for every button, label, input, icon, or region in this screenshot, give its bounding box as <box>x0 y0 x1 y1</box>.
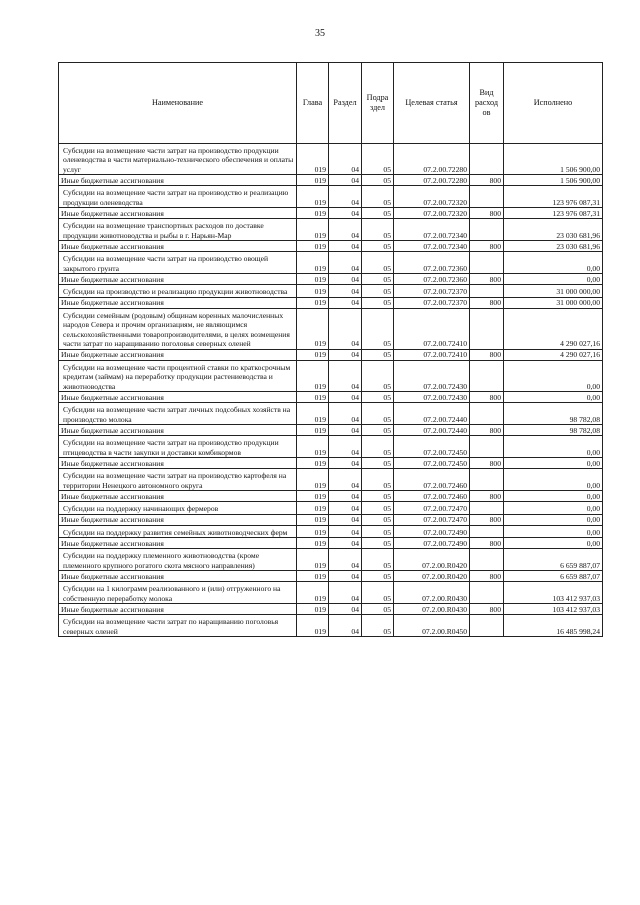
cell-razdel: 04 <box>329 208 362 219</box>
cell-celevaya-statya: 07.2.00.72430 <box>394 360 470 391</box>
cell-vid-rashodov: 800 <box>470 458 504 469</box>
cell-podrazdel: 05 <box>362 175 394 186</box>
cell-celevaya-statya: 07.2.00.72460 <box>394 469 470 491</box>
cell-celevaya-statya: 07.2.00.72320 <box>394 186 470 208</box>
table-row <box>59 285 603 297</box>
table-row <box>59 208 603 219</box>
cell-razdel: 04 <box>329 525 362 537</box>
cell-glava: 019 <box>297 241 329 252</box>
cell-name: Иные бюджетные ассигнования <box>59 514 297 525</box>
cell-vid-rashodov: 800 <box>470 491 504 502</box>
cell-ispolneno: 1 506 900,00 <box>504 144 603 175</box>
cell-ispolneno: 123 976 087,31 <box>504 208 603 219</box>
cell-ispolneno: 31 000 000,00 <box>504 297 603 308</box>
cell-name: Субсидии на возмещение части затрат личных подсобных хозяйств на производство молока <box>59 403 297 425</box>
cell-name: Иные бюджетные ассигнования <box>59 392 297 403</box>
cell-podrazdel: 05 <box>362 514 394 525</box>
cell-razdel: 04 <box>329 514 362 525</box>
cell-glava: 019 <box>297 144 329 175</box>
cell-razdel: 04 <box>329 175 362 186</box>
cell-celevaya-statya: 07.2.00.R0430 <box>394 582 470 604</box>
cell-ispolneno: 103 412 937,03 <box>504 582 603 604</box>
cell-ispolneno: 0,00 <box>504 252 603 274</box>
cell-ispolneno: 16 485 998,24 <box>504 615 603 637</box>
cell-name: Иные бюджетные ассигнования <box>59 458 297 469</box>
cell-celevaya-statya: 07.2.00.R0420 <box>394 549 470 571</box>
cell-vid-rashodov: 800 <box>470 425 504 436</box>
cell-glava: 019 <box>297 252 329 274</box>
cell-ispolneno: 23 030 681,96 <box>504 219 603 241</box>
cell-celevaya-statya: 07.2.00.R0450 <box>394 615 470 637</box>
cell-razdel: 04 <box>329 349 362 360</box>
cell-podrazdel: 05 <box>362 582 394 604</box>
cell-razdel: 04 <box>329 360 362 391</box>
cell-podrazdel: 05 <box>362 274 394 285</box>
cell-ispolneno: 98 782,08 <box>504 425 603 436</box>
cell-name: Иные бюджетные ассигнования <box>59 425 297 436</box>
table-row <box>59 469 603 491</box>
cell-vid-rashodov <box>470 582 504 604</box>
cell-ispolneno: 1 506 900,00 <box>504 175 603 186</box>
cell-glava: 019 <box>297 525 329 537</box>
cell-podrazdel: 05 <box>362 549 394 571</box>
cell-ispolneno: 0,00 <box>504 538 603 549</box>
cell-name: Субсидии на возмещение части затрат на производство продукции птицеводства в части закупки и доставки комбикормов <box>59 436 297 458</box>
cell-celevaya-statya: 07.2.00.72490 <box>394 525 470 537</box>
cell-name: Субсидии на возмещение транспортных расходов по доставке продукции животноводства и рыбы в г. Нарьян-Мар <box>59 219 297 241</box>
cell-name: Иные бюджетные ассигнования <box>59 349 297 360</box>
header-vid-rashodov: Вид расход ов <box>470 63 504 144</box>
table-row <box>59 549 603 571</box>
cell-name: Субсидии на возмещение части затрат на производство овощей закрытого грунта <box>59 252 297 274</box>
cell-razdel: 04 <box>329 252 362 274</box>
table-header <box>59 63 603 144</box>
cell-glava: 019 <box>297 360 329 391</box>
cell-celevaya-statya: 07.2.00.72320 <box>394 208 470 219</box>
table-row <box>59 436 603 458</box>
table-row <box>59 186 603 208</box>
cell-razdel: 04 <box>329 392 362 403</box>
cell-name: Иные бюджетные ассигнования <box>59 538 297 549</box>
cell-podrazdel: 05 <box>362 469 394 491</box>
cell-ispolneno: 0,00 <box>504 514 603 525</box>
cell-podrazdel: 05 <box>362 571 394 582</box>
cell-razdel: 04 <box>329 241 362 252</box>
cell-name: Субсидии семейным (родовым) общинам коренных малочисленных народов Севера и прочим организациям, не являющимся сельскохозяйственными товаропроизводителями, в целях возмещения части затрат по наращиванию поголовья северных оленей <box>59 308 297 349</box>
cell-podrazdel: 05 <box>362 392 394 403</box>
table-row <box>59 219 603 241</box>
cell-ispolneno: 0,00 <box>504 502 603 514</box>
cell-glava: 019 <box>297 458 329 469</box>
cell-glava: 019 <box>297 208 329 219</box>
cell-ispolneno: 0,00 <box>504 360 603 391</box>
cell-vid-rashodov <box>470 549 504 571</box>
cell-name: Иные бюджетные ассигнования <box>59 297 297 308</box>
cell-name: Иные бюджетные ассигнования <box>59 241 297 252</box>
cell-podrazdel: 05 <box>362 604 394 615</box>
cell-glava: 019 <box>297 403 329 425</box>
cell-name: Субсидии на возмещение части затрат на производство продукции оленеводства в части материально-технического обеспечения и оплаты услуг <box>59 144 297 175</box>
cell-ispolneno: 23 030 681,96 <box>504 241 603 252</box>
cell-podrazdel: 05 <box>362 285 394 297</box>
cell-ispolneno: 0,00 <box>504 436 603 458</box>
cell-name: Субсидии на производство и реализацию продукции животноводства <box>59 285 297 297</box>
cell-glava: 019 <box>297 285 329 297</box>
table-row <box>59 241 603 252</box>
table-row <box>59 308 603 349</box>
table-row <box>59 502 603 514</box>
cell-vid-rashodov: 800 <box>470 392 504 403</box>
table-row <box>59 274 603 285</box>
table-row <box>59 252 603 274</box>
cell-name: Субсидии на поддержку развития семейных животноводческих ферм <box>59 525 297 537</box>
cell-podrazdel: 05 <box>362 525 394 537</box>
cell-vid-rashodov: 800 <box>470 175 504 186</box>
cell-glava: 019 <box>297 571 329 582</box>
cell-razdel: 04 <box>329 144 362 175</box>
cell-razdel: 04 <box>329 549 362 571</box>
cell-vid-rashodov <box>470 186 504 208</box>
cell-glava: 019 <box>297 219 329 241</box>
cell-razdel: 04 <box>329 615 362 637</box>
cell-ispolneno: 6 659 887,07 <box>504 571 603 582</box>
cell-glava: 019 <box>297 349 329 360</box>
table-row <box>59 582 603 604</box>
cell-ispolneno: 6 659 887,07 <box>504 549 603 571</box>
cell-name: Субсидии на возмещение части затрат по наращиванию поголовья северных оленей <box>59 615 297 637</box>
cell-glava: 019 <box>297 186 329 208</box>
cell-razdel: 04 <box>329 308 362 349</box>
cell-ispolneno: 0,00 <box>504 469 603 491</box>
cell-celevaya-statya: 07.2.00.72340 <box>394 219 470 241</box>
table-row <box>59 604 603 615</box>
cell-vid-rashodov <box>470 308 504 349</box>
header-name: Наименование <box>59 63 297 144</box>
cell-glava: 019 <box>297 469 329 491</box>
cell-celevaya-statya: 07.2.00.72360 <box>394 274 470 285</box>
cell-name: Субсидии на поддержку начинающих фермеров <box>59 502 297 514</box>
cell-glava: 019 <box>297 175 329 186</box>
cell-podrazdel: 05 <box>362 241 394 252</box>
cell-glava: 019 <box>297 425 329 436</box>
cell-celevaya-statya: 07.2.00.72470 <box>394 502 470 514</box>
cell-vid-rashodov: 800 <box>470 604 504 615</box>
cell-vid-rashodov <box>470 525 504 537</box>
cell-glava: 019 <box>297 538 329 549</box>
cell-glava: 019 <box>297 436 329 458</box>
cell-podrazdel: 05 <box>362 615 394 637</box>
cell-name: Субсидии на 1 килограмм реализованного и (или) отгруженного на собственную переработку молока <box>59 582 297 604</box>
table-body <box>59 144 603 637</box>
cell-razdel: 04 <box>329 571 362 582</box>
cell-razdel: 04 <box>329 502 362 514</box>
cell-ispolneno: 0,00 <box>504 525 603 537</box>
cell-celevaya-statya: 07.2.00.72440 <box>394 425 470 436</box>
cell-podrazdel: 05 <box>362 458 394 469</box>
cell-glava: 019 <box>297 491 329 502</box>
cell-celevaya-statya: 07.2.00.R0420 <box>394 571 470 582</box>
cell-vid-rashodov: 800 <box>470 538 504 549</box>
cell-podrazdel: 05 <box>362 349 394 360</box>
cell-vid-rashodov <box>470 469 504 491</box>
table-row <box>59 525 603 537</box>
cell-vid-rashodov: 800 <box>470 208 504 219</box>
cell-glava: 019 <box>297 582 329 604</box>
cell-podrazdel: 05 <box>362 502 394 514</box>
table-row <box>59 425 603 436</box>
cell-name: Иные бюджетные ассигнования <box>59 175 297 186</box>
cell-vid-rashodov: 800 <box>470 241 504 252</box>
cell-razdel: 04 <box>329 604 362 615</box>
cell-glava: 019 <box>297 502 329 514</box>
cell-vid-rashodov <box>470 252 504 274</box>
cell-vid-rashodov <box>470 285 504 297</box>
cell-razdel: 04 <box>329 491 362 502</box>
table-row <box>59 538 603 549</box>
cell-ispolneno: 4 290 027,16 <box>504 308 603 349</box>
cell-razdel: 04 <box>329 425 362 436</box>
cell-glava: 019 <box>297 549 329 571</box>
cell-name: Иные бюджетные ассигнования <box>59 208 297 219</box>
cell-name: Иные бюджетные ассигнования <box>59 604 297 615</box>
cell-vid-rashodov <box>470 436 504 458</box>
table-row <box>59 514 603 525</box>
cell-celevaya-statya: 07.2.00.72490 <box>394 538 470 549</box>
cell-name: Иные бюджетные ассигнования <box>59 491 297 502</box>
cell-podrazdel: 05 <box>362 360 394 391</box>
table-row <box>59 392 603 403</box>
cell-vid-rashodov: 800 <box>470 571 504 582</box>
cell-razdel: 04 <box>329 274 362 285</box>
table-row <box>59 144 603 175</box>
cell-celevaya-statya: 07.2.00.72440 <box>394 403 470 425</box>
table-row <box>59 360 603 391</box>
cell-celevaya-statya: 07.2.00.72430 <box>394 392 470 403</box>
cell-podrazdel: 05 <box>362 186 394 208</box>
cell-name: Субсидии на возмещение части затрат на производство и реализацию продукции оленеводства <box>59 186 297 208</box>
cell-razdel: 04 <box>329 458 362 469</box>
cell-razdel: 04 <box>329 285 362 297</box>
cell-razdel: 04 <box>329 219 362 241</box>
cell-celevaya-statya: 07.2.00.72410 <box>394 349 470 360</box>
cell-ispolneno: 31 000 000,00 <box>504 285 603 297</box>
cell-vid-rashodov <box>470 360 504 391</box>
cell-glava: 019 <box>297 297 329 308</box>
cell-razdel: 04 <box>329 403 362 425</box>
cell-vid-rashodov <box>470 502 504 514</box>
cell-celevaya-statya: 07.2.00.72280 <box>394 175 470 186</box>
cell-ispolneno: 0,00 <box>504 274 603 285</box>
header-celevaya-statya: Целевая статья <box>394 63 470 144</box>
cell-ispolneno: 4 290 027,16 <box>504 349 603 360</box>
cell-name: Иные бюджетные ассигнования <box>59 571 297 582</box>
header-podrazdel: Подра здел <box>362 63 394 144</box>
cell-celevaya-statya: 07.2.00.72410 <box>394 308 470 349</box>
table-row <box>59 297 603 308</box>
cell-podrazdel: 05 <box>362 491 394 502</box>
cell-podrazdel: 05 <box>362 538 394 549</box>
cell-name: Субсидии на поддержку племенного животноводства (кроме племенного крупного рогатого скота мясного направления) <box>59 549 297 571</box>
cell-vid-rashodov: 800 <box>470 514 504 525</box>
table-row <box>59 349 603 360</box>
cell-podrazdel: 05 <box>362 252 394 274</box>
cell-ispolneno: 98 782,08 <box>504 403 603 425</box>
page-number: 35 <box>315 28 325 39</box>
cell-vid-rashodov: 800 <box>470 297 504 308</box>
cell-ispolneno: 0,00 <box>504 458 603 469</box>
cell-razdel: 04 <box>329 538 362 549</box>
cell-vid-rashodov <box>470 219 504 241</box>
cell-celevaya-statya: 07.2.00.72460 <box>394 491 470 502</box>
cell-glava: 019 <box>297 615 329 637</box>
cell-vid-rashodov <box>470 403 504 425</box>
cell-razdel: 04 <box>329 469 362 491</box>
cell-vid-rashodov: 800 <box>470 274 504 285</box>
table-row <box>59 175 603 186</box>
cell-celevaya-statya: 07.2.00.72340 <box>394 241 470 252</box>
cell-podrazdel: 05 <box>362 403 394 425</box>
cell-razdel: 04 <box>329 436 362 458</box>
cell-ispolneno: 103 412 937,03 <box>504 604 603 615</box>
header-glava: Глава <box>297 63 329 144</box>
cell-ispolneno: 0,00 <box>504 491 603 502</box>
cell-name: Субсидии на возмещение части затрат на производство картофеля на территории Ненецкого автономного округа <box>59 469 297 491</box>
cell-glava: 019 <box>297 514 329 525</box>
budget-table <box>58 62 603 637</box>
cell-glava: 019 <box>297 274 329 285</box>
cell-celevaya-statya: 07.2.00.72450 <box>394 458 470 469</box>
cell-podrazdel: 05 <box>362 144 394 175</box>
cell-celevaya-statya: 07.2.00.72470 <box>394 514 470 525</box>
cell-vid-rashodov: 800 <box>470 349 504 360</box>
table-row <box>59 615 603 637</box>
header-ispolneno: Исполнено <box>504 63 603 144</box>
cell-razdel: 04 <box>329 297 362 308</box>
cell-celevaya-statya: 07.2.00.R0430 <box>394 604 470 615</box>
cell-celevaya-statya: 07.2.00.72360 <box>394 252 470 274</box>
cell-vid-rashodov <box>470 615 504 637</box>
cell-vid-rashodov <box>470 144 504 175</box>
cell-razdel: 04 <box>329 186 362 208</box>
cell-ispolneno: 123 976 087,31 <box>504 186 603 208</box>
table-row <box>59 458 603 469</box>
cell-podrazdel: 05 <box>362 308 394 349</box>
cell-razdel: 04 <box>329 582 362 604</box>
cell-podrazdel: 05 <box>362 425 394 436</box>
header-razdel: Раздел <box>329 63 362 144</box>
cell-glava: 019 <box>297 308 329 349</box>
cell-glava: 019 <box>297 392 329 403</box>
table-row <box>59 491 603 502</box>
cell-podrazdel: 05 <box>362 297 394 308</box>
cell-glava: 019 <box>297 604 329 615</box>
cell-podrazdel: 05 <box>362 208 394 219</box>
table-row <box>59 403 603 425</box>
cell-podrazdel: 05 <box>362 219 394 241</box>
table-row <box>59 571 603 582</box>
cell-ispolneno: 0,00 <box>504 392 603 403</box>
cell-podrazdel: 05 <box>362 436 394 458</box>
cell-name: Иные бюджетные ассигнования <box>59 274 297 285</box>
cell-celevaya-statya: 07.2.00.72280 <box>394 144 470 175</box>
cell-celevaya-statya: 07.2.00.72370 <box>394 297 470 308</box>
cell-celevaya-statya: 07.2.00.72450 <box>394 436 470 458</box>
cell-name: Субсидии на возмещение части процентной ставки по краткосрочным кредитам (займам) на переработку продукции растениеводства и животноводства <box>59 360 297 391</box>
cell-celevaya-statya: 07.2.00.72370 <box>394 285 470 297</box>
